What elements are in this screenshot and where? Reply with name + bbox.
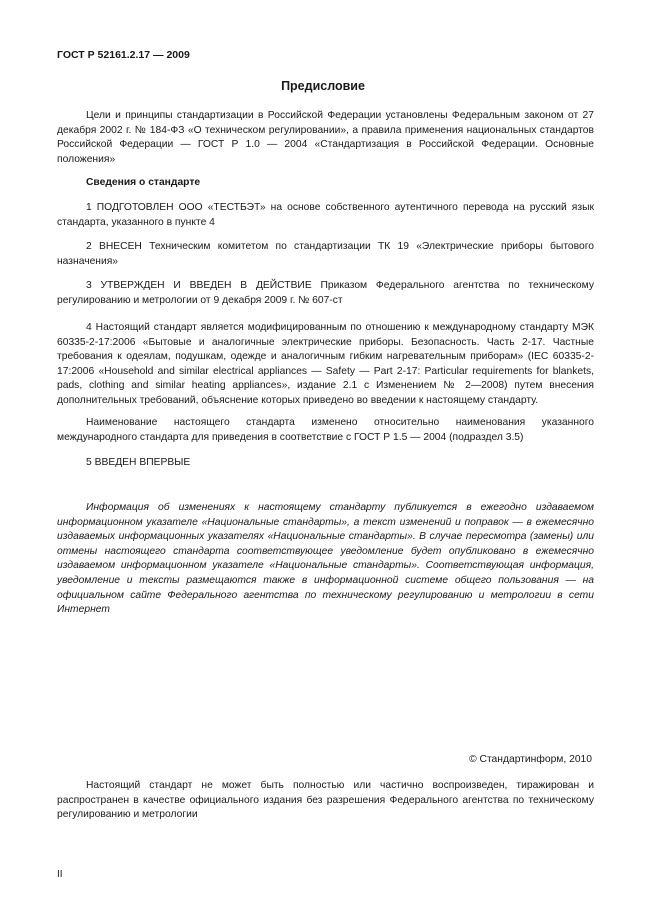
item-1-paragraph: 1 ПОДГОТОВЛЕН ООО «ТЕСТБЭТ» на основе собственного аутентичного перевода на русский язык стандарта, указанного в пункте 4: [57, 202, 594, 228]
page-title: Предисловие: [281, 79, 365, 93]
reproduction-notice-paragraph: Настоящий стандарт не может быть полностью или частично воспроизведен, тиражирован и распространен в качестве официального издания без разрешения Федерального агентства по техническому регулированию и метрологии: [57, 780, 594, 821]
item-2-paragraph: 2 ВНЕСЕН Техническим комитетом по стандартизации ТК 19 «Электрические приборы бытового назначения»: [57, 241, 594, 267]
copyright-line: © Стандартинформ, 2010: [469, 754, 592, 765]
intro-paragraph: Цели и принципы стандартизации в Российской Федерации установлены Федеральным законом от 27 декабря 2002 г. № 184-ФЗ «О техническом регулировании», а правила применения национальных стандартов Российской Федерации — ГОСТ Р 1.0 — 2004 «Стандартизация в Российской Федерации. Основные положения»: [57, 110, 594, 165]
section-heading: Сведения о стандарте: [86, 177, 201, 188]
item-3-paragraph: 3 УТВЕРЖДЕН И ВВЕДЕН В ДЕЙСТВИЕ Приказом Федерального агентства по техническому регулированию и метрологии от 9 декабря 2009 г. № 607-ст: [57, 280, 594, 306]
standard-id-header: ГОСТ Р 52161.2.17 — 2009: [57, 49, 190, 61]
info-notice-paragraph: Информация об изменениях к настоящему стандарту публикуется в ежегодно издаваемом информационном указателе «Национальные стандарты», а текст изменений и поправок — в ежемесячно издаваемых информационных указателях «Национальные стандарты». В случае пересмотра (замены) или отмены настоящего стандарта соответствующее уведомление будет опубликовано в ежемесячно издаваемом информационном указателе «Национальные стандарты». Соответствующая информация, уведомление и тексты размещаются также в информационной системе общего пользования — на официальном сайте Федерального агентства по техническому регулированию и метрологии в сети Интернет: [57, 502, 594, 616]
item-4-paragraph: 4 Настоящий стандарт является модифицированным по отношению к международному стандарту МЭК 60335-2-17:2006 «Бытовые и аналогичные электрические приборы. Безопасность. Часть 2-17. Частные требования к одеялам, подушкам, одежде и аналогичным гибким нагревательным приборам» (IEC 60335-2-17:2006 «Household and similar electrical appliances — Safety — Part 2-17: Particular requirements for blankets, pads, clothing and similar heating appliances», издание 2.1 с Изменением № 2—2008) путем внесения дополнительных требований, объяснение которых приведено во введении к настоящему стандарту.: [57, 322, 594, 406]
item-4-note-paragraph: Наименование настоящего стандарта изменено относительно наименования указанного международного стандарта для приведения в соответствие с ГОСТ Р 1.5 — 2004 (подраздел 3.5): [57, 417, 594, 443]
item-5-paragraph: 5 ВВЕДЕН ВПЕРВЫЕ: [86, 457, 191, 468]
page-number: II: [57, 869, 63, 880]
